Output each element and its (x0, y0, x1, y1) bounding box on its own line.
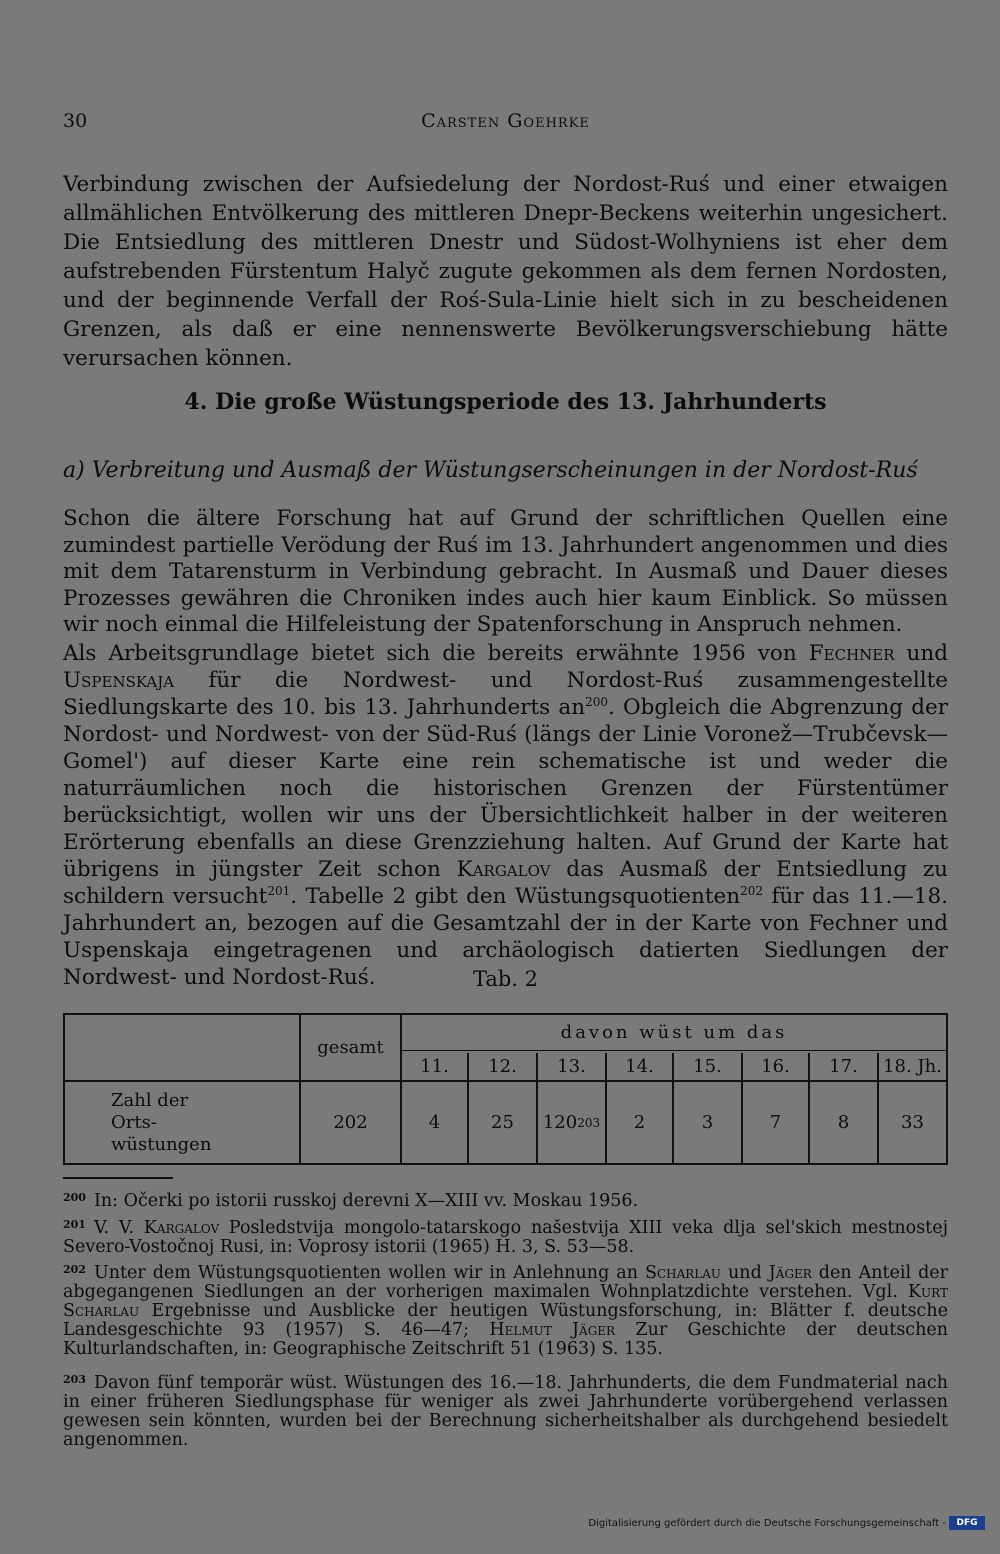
footnote-text: V. V. (93, 1218, 144, 1238)
footnote-text: Posledstvija mongolo-tatarskogo našestvija XIII veka dlja sel'skich mestnostej Severo-Vostočnoj Rusi, in: Voprosy istorii (1965) H. 3, S. 53—58. (63, 1218, 948, 1257)
footnote-ref[interactable]: 202 (740, 883, 763, 898)
subsection-heading: a) Verbreitung und Ausmaß der Wüstungserscheinungen in der Nordost-Ruś (63, 458, 918, 483)
table-caption: Tab. 2 (472, 967, 539, 991)
total-value: 202 (333, 1112, 368, 1133)
page-header (63, 110, 948, 140)
author-name: Kurt Scharlau (63, 1282, 948, 1321)
row-label (65, 1082, 299, 1163)
page-number: 30 (63, 110, 88, 132)
value-cell: 33 (901, 1112, 924, 1133)
paragraph-3-text: . Obgleich die Abgrenzung der Nordost- und Nordwest- von der Süd-Ruś (längs der Linie Voronež—Trubčevsk—Gomel') auf dieser Karte eine rein schematische ist und weder die naturräumlichen noch die historischen Grenzen der Fürstentümer berücksichtigt, wollen wir uns der Übersichtlichkeit halber in der weiteren Erörterung ebenfalls an diese Grenzziehung halten. Auf Grund der Karte hat übrigens in jüngster Zeit schon (63, 695, 949, 882)
footnote-text: Unter dem Wüstungsquotienten wollen wir in Anlehnung an (93, 1263, 645, 1283)
author-name: Fechner (808, 641, 895, 666)
value-cell: 120 203 (542, 1112, 601, 1133)
value-cell: 25 (491, 1112, 514, 1133)
header-group: davon wüst um das (560, 1022, 788, 1043)
author-name: Scharlau (644, 1263, 722, 1283)
period-header: 14. (625, 1055, 654, 1077)
row-label-line: wüstungen (111, 1133, 212, 1155)
value-cell: 8 (837, 1112, 850, 1133)
footnote-202 (63, 1260, 948, 1359)
paragraph-2: Schon die ältere Forschung hat auf Grund der schriftlichen Quellen eine zumindest partielle Verödung der Ruś im 13. Jahrhundert angenommen und dies mit dem Tatarensturm in Verbindung gebracht. In Ausmaß und Dauer dieses Prozesses gewähren die Chroniken indes auch hier kaum Einblick. So müssen wir noch einmal die Hilfeleistung der Spatenforschung in Anspruch nehmen. (63, 506, 948, 637)
period-header: 11. (420, 1055, 449, 1077)
footnote-number: 203 (63, 1373, 86, 1386)
period-header: 15. (693, 1055, 722, 1077)
footnote-number: 201 (63, 1218, 86, 1231)
footnote-201 (63, 1215, 948, 1257)
dfg-logo: DFG (949, 1516, 985, 1530)
paragraph-3-text: das Ausmaß der Entsiedlung zu schildern versucht (63, 857, 949, 909)
author-name: Kargalov (456, 857, 551, 882)
paragraph-1: Verbindung zwischen der Aufsiedelung der Nordost-Ruś und einer etwaigen allmählichen Entvölkerung des mittleren Dnepr-Beckens weiterhin ungesichert. Die Entsiedlung des mittleren Dnestr und Südost-Wolhyniens ist eher dem aufstrebenden Fürstentum Halyč zugute gekommen als dem fernen Nordosten, und der beginnende Verfall der Roś-Sula-Linie hielt sich in zu bescheidenen Grenzen, als daß er eine nennenswerte Bevölkerungsverschiebung hätte verursachen können. (63, 172, 948, 371)
author-name: Kargalov (143, 1218, 220, 1238)
value-cell: 3 (701, 1112, 714, 1133)
data-table (63, 1013, 948, 1165)
footnote-ref[interactable]: 201 (267, 883, 291, 898)
paragraph-3-text: Als Arbeitsgrundlage bietet sich die bereits erwähnte 1956 von (63, 641, 809, 666)
paragraph-3-text: für das 11.—18. Jahrhundert an, bezogen auf die Gesamtzahl der in der Karte von Fechner und Uspenskaja eingetragenen und archäologisch datierten Siedlungen der Nordwest- und Nordost-Ruś. (63, 884, 948, 990)
row-label-line: Orts- (111, 1111, 157, 1133)
header-total: gesamt (317, 1037, 384, 1058)
row-label-line: Zahl der (111, 1089, 189, 1111)
value-text: 120 (542, 1112, 578, 1133)
paragraph-3 (63, 640, 948, 991)
period-header: 12. (488, 1055, 517, 1077)
footnote-text: Davon fünf temporär wüst. Wüstungen des 16.—18. Jahrhunderts, die dem Fundmaterial nach in einer früheren Siedlungsphase für weniger als zwei Jahrhunderte vorübergehend verlassen gewesen sein könnten, wurden bei der Berechnung sicherheitshalber als durchgehend besiedelt angenommen. (63, 1373, 948, 1450)
table-border (63, 1163, 948, 1165)
value-cell: 4 (428, 1112, 441, 1133)
footnote-text: den Anteil der abgegangenen Siedlungen an der vorherigen maximalen Wohnplatzdichte verstehen. Vgl. (63, 1263, 949, 1302)
author-name: Jäger (768, 1263, 812, 1283)
footnote-text: und (721, 1263, 769, 1283)
table-border (946, 1013, 948, 1165)
footnote-text: In: Očerki po istorii russkoj derevni X—XIII vv. Moskau 1956. (93, 1191, 639, 1211)
period-header: 17. (829, 1055, 858, 1077)
period-header: 13. (557, 1055, 586, 1077)
table-rule (400, 1050, 948, 1051)
paragraph-3-text: . Tabelle 2 gibt den Wüstungsquotienten (290, 884, 741, 909)
footnote-text: Zur Geschichte der deutschen Kulturlandschaften, in: Geographische Zeitschrift 51 (1963) S. 135. (63, 1320, 948, 1359)
paragraph-3-text: und (894, 641, 949, 666)
author-name: Helmut Jäger (489, 1320, 616, 1340)
footnote-number: 200 (63, 1191, 86, 1204)
paragraph-3-text: für die Nordwest- und Nordost-Ruś zusammengestellte Siedlungskarte des 10. bis 13. Jahrhunderts an (63, 668, 948, 720)
author-name: Uspenskaja (63, 668, 175, 693)
running-head: Carsten Goehrke (421, 110, 590, 132)
value-cell: 7 (769, 1112, 782, 1133)
footnote-ref[interactable]: 200 (585, 694, 608, 709)
value-cell: 2 (633, 1112, 646, 1133)
footnote-203 (63, 1370, 948, 1450)
period-header: 18. Jh. (883, 1055, 942, 1077)
footnote-number: 202 (63, 1263, 86, 1276)
footnote-text: Ergebnisse und Ausblicke der heutigen Wüstungsforschung, in: Blätter f. deutsche Landesgeschichte 93 (1957) S. 46—47; (63, 1301, 948, 1340)
section-heading: 4. Die große Wüstungsperiode des 13. Jahrhunderts (184, 389, 827, 415)
footnote-separator (63, 1177, 173, 1179)
period-header: 16. (761, 1055, 790, 1077)
footer-credit: Digitalisierung gefördert durch die Deutsche Forschungsgemeinschaft - (588, 1518, 946, 1529)
footnote-200 (63, 1188, 948, 1211)
